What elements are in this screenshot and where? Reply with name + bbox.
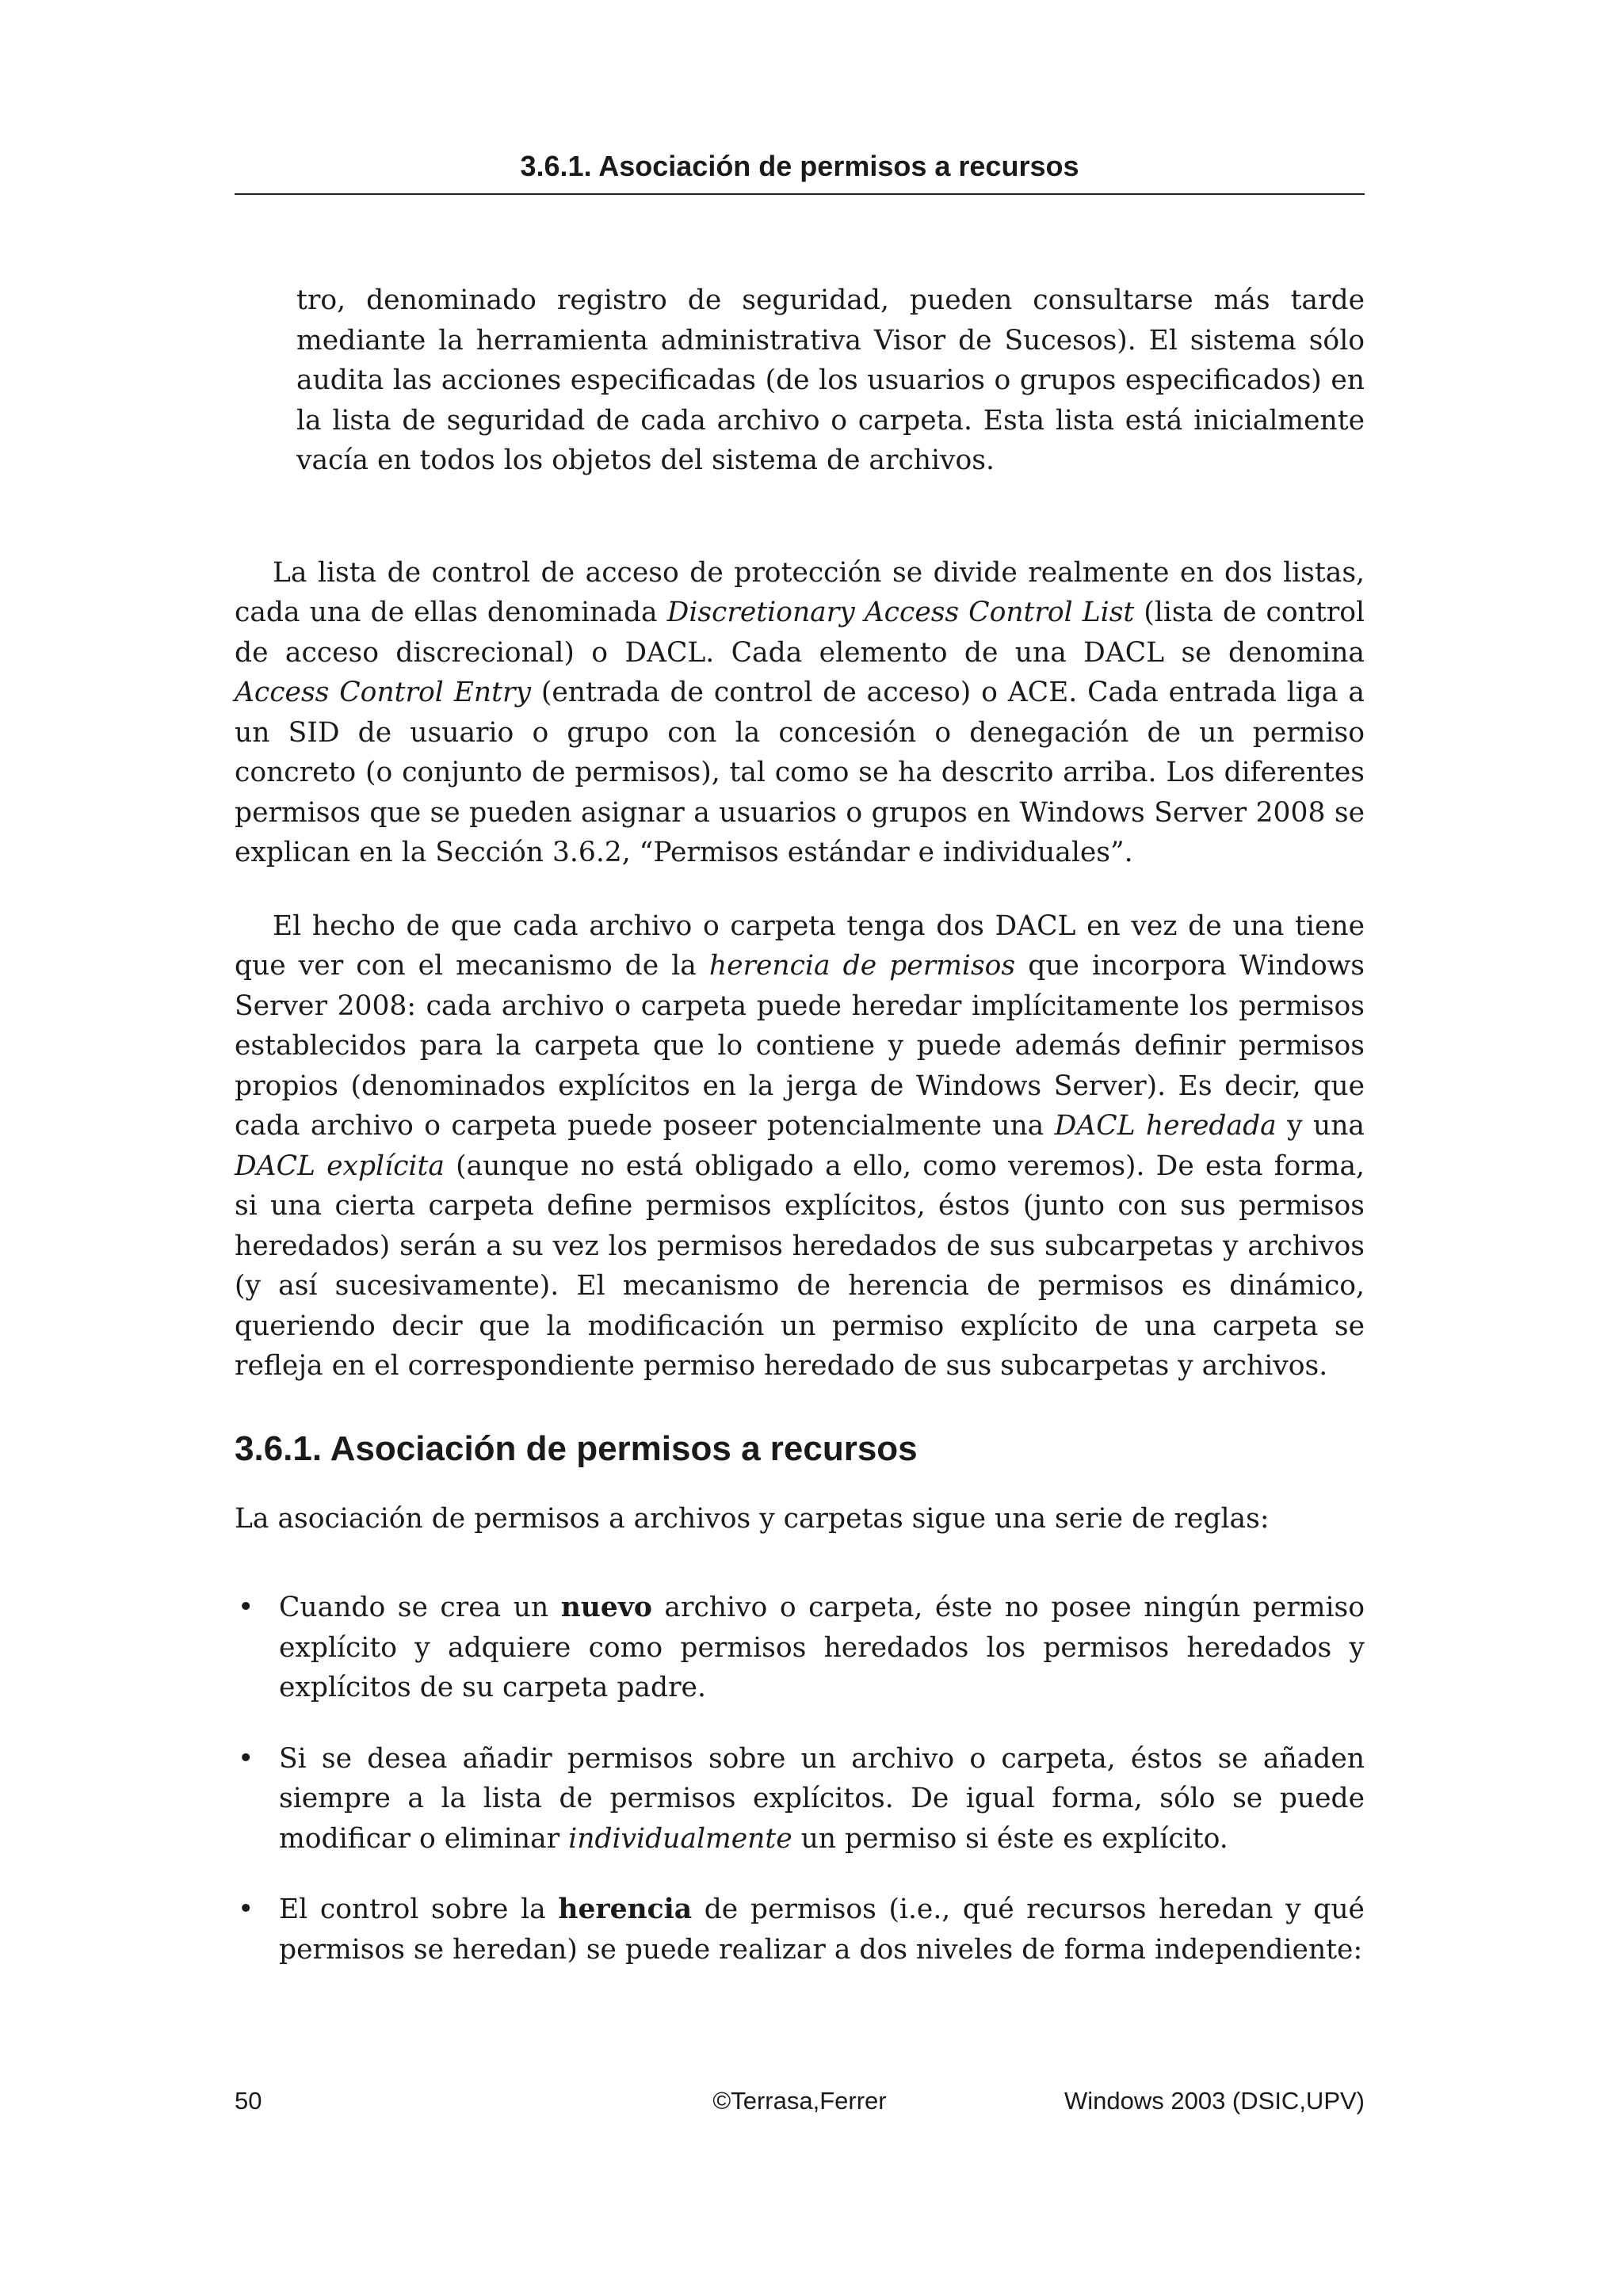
list-item-text: archivo o carpeta, éste no posee ningún permiso explícito y adquiere como permisos heredados los permisos heredados y explícitos de su carpeta padre.	[279, 1592, 1365, 1703]
header-rule	[235, 193, 1365, 195]
term-dacl-heredada: DACL heredada	[1054, 1110, 1277, 1142]
term-individualmente: individualmente	[568, 1822, 792, 1855]
term-herencia: herencia de permisos	[708, 950, 1016, 982]
term-ace: Access Control Entry	[235, 677, 531, 708]
list-item-text: Cuando se crea un	[279, 1592, 561, 1623]
page-number: 50	[235, 2087, 262, 2115]
list-item-text: de permisos (i.e., qué recursos heredan y qué permisos se heredan) se puede realizar a dos niveles de forma independiente:	[279, 1894, 1365, 1966]
list-item	[235, 1890, 1365, 1970]
term-dacl: Discretionary Access Control List	[666, 597, 1135, 628]
bullet: •	[238, 1894, 254, 1925]
paragraph-text: La lista de control de acceso de protección se divide realmente en dos listas, cada una de ellas denominada	[235, 556, 1365, 628]
list-item-text: El control sobre la	[279, 1894, 559, 1925]
rules-list	[235, 1588, 1365, 1970]
running-header: 3.6.1. Asociación de permisos a recursos	[520, 150, 1079, 182]
list-item	[235, 1588, 1365, 1708]
paragraph-continuation: tro, denominado registro de seguridad, pueden consultarse más tarde mediante la herramienta administrativa Visor de Sucesos). El sistema sólo audita las acciones especificadas (de los usuarios o grupos especificados) en la lista de seguridad de cada archivo o carpeta. Esta lista está inicialmente vacía en todos los objetos del sistema de archivos.	[296, 284, 1365, 476]
bullet: •	[238, 1742, 254, 1775]
list-item-text: Si se desea añadir permisos sobre un archivo o carpeta, éstos se añaden siempre a la lista de permisos explícitos. De igual forma, sólo se puede modificar o eliminar	[279, 1742, 1365, 1855]
page-body	[235, 280, 1365, 2000]
paragraph-text: (entrada de control de acceso) o ACE. Cada entrada liga a un SID de usuario o grupo con la concesión o denegación de un permiso concreto (o conjunto de permisos), tal como se ha descrito arriba. Los diferentes permisos que se pueden asignar a usuarios o grupos en Windows Server 2008 se explican en la Sección 3.6.2, “Permisos estándar e individuales”.	[235, 677, 1365, 868]
section-heading: 3.6.1. Asociación de permisos a recursos	[235, 1428, 918, 1468]
term-nuevo: nuevo	[560, 1592, 652, 1623]
bullet: •	[238, 1592, 254, 1623]
list-item-text: un permiso si éste es explícito.	[792, 1822, 1228, 1855]
list-item	[235, 1739, 1365, 1859]
paragraph-text: El hecho de que cada archivo o carpeta tenga dos DACL en vez de una tiene que ver con el mecanismo de la	[235, 910, 1365, 982]
paragraph-text: (aunque no está obligado a ello, como veremos). De esta forma, si una cierta carpeta define permisos explícitos, éstos (junto con sus permisos heredados) serán a su vez los permisos heredados de sus subcarpetas y archivos (y así sucesivamente). El mecanismo de herencia de permisos es dinámico, queriendo decir que la modificación un permiso explícito de una carpeta se refleja en el correspondiente permiso heredado de sus subcarpetas y archivos.	[235, 1150, 1365, 1382]
copyright: ©Terrasa,Ferrer	[712, 2087, 887, 2115]
paragraph-dacl	[235, 553, 1365, 873]
edition-label: Windows 2003 (DSIC,UPV)	[1064, 2087, 1365, 2115]
term-dacl-explicita: DACL explícita	[235, 1150, 445, 1182]
page-footer	[235, 2084, 1365, 2119]
paragraph-text: (lista de control de acceso discrecional) o DACL. Cada elemento de una DACL se denomina	[235, 597, 1365, 669]
paragraph-herencia	[235, 906, 1365, 1386]
paragraph-text: y una	[1276, 1110, 1365, 1142]
term-herencia-bold: herencia	[558, 1894, 693, 1925]
paragraph-text: que incorpora Windows Server 2008: cada archivo o carpeta puede heredar implícitamente los permisos establecidos para la carpeta que lo contiene y puede además definir permisos propios (denominados explícitos en la jerga de Windows Server). Es decir, que cada archivo o carpeta puede poseer potencialmente una	[235, 950, 1365, 1142]
section-intro: La asociación de permisos a archivos y carpetas sigue una serie de reglas:	[235, 1502, 1270, 1535]
